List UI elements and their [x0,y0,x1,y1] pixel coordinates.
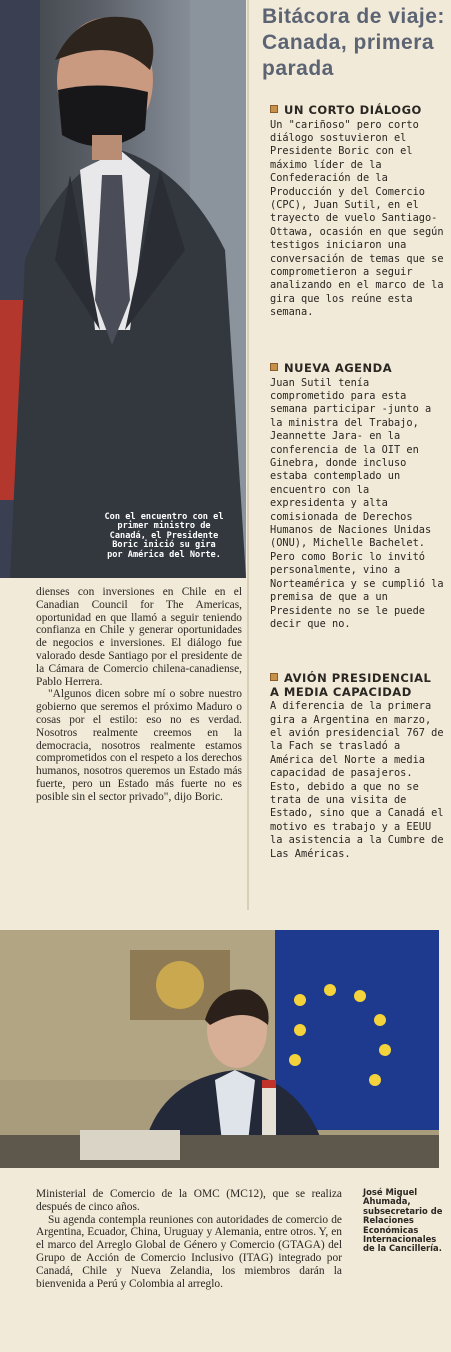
left-column-text [36,586,242,804]
paragraph-quote: "Algunos dicen sobre mí o sobre nuestro gobierno que seremos el próximo Maduro o cosas por el estilo: eso no es verdad. Nosotros realmente creemos en la democracia, nosotros realmente estamos comprometidos con el respeto a los derechos humanos, nosotros queremos un Estado más fuerte, pero un Estado más fuerte no es posible sin el sector privado", dijo Boric. [36,688,242,803]
portrait-illustration [0,0,246,578]
section-heading: NUEVA AGENDA [284,361,393,375]
section-heading: AVIÓN PRESIDENCIAL A MEDIA CAPACIDAD [270,671,432,699]
bullet-square-icon [270,363,278,371]
section-avion-presidencial [270,672,445,861]
paragraph: Ministerial de Comercio de la OMC (MC12), que se realiza después de cinco años. [36,1188,342,1213]
paragraph: Su agenda contempla reuniones con autoridades de comercio de Argentina, Ecuador, China, Uruguay y Alemania, entre otros. Y, en el marco del Arreglo Global de Género y Comercio (GTAGA) del Grupo de Acción de Comercio Inclusivo (ITAG) integrado por Canadá, Chile y Nueva Zelandia, los miembros darán la bienvenida a Perú y Colombia al arreglo. [36,1213,342,1290]
bullet-square-icon [270,105,278,113]
section-heading: UN CORTO DIÁLOGO [284,103,422,117]
photo-undersecretary [0,930,439,1168]
bottom-column-text [36,1188,342,1290]
section-body: Un "cariñoso" pero corto diálogo sostuvieron el Presidente Boric con el máximo líder de la Confederación de la Producción y del Comercio (CPC), Juan Sutil, en el trayecto de vuelo Santiago-Ottawa, ocasión en que según testigos iniciaron una conversación de temas que se comprometieron a seguir analizando en el marco de la gira que los reúne esta semana. [270,118,444,319]
photo-prime-minister [0,0,246,578]
section-nueva-agenda [270,362,445,631]
section-body: Juan Sutil tenía comprometido para esta semana participar -junto a la ministra del Trabajo, Jeannette Jara- en la conferencia de la OIT en Ginebra, donde incluso estaba contemplado un encuentro con la expresidenta y alta comisionada de Derechos Humanos de Naciones Unidas (ONU), Michelle Bachelet. Pero como Boric lo invitó personalmente, vino a Norteamérica y se cumplió la premisa de que a un Presidente no se le puede decir que no. [270,376,444,630]
bullet-square-icon [270,673,278,681]
photo-caption: Con el encuentro con el primer ministro de Canadá, el Presidente Boric inició su gira por América del Norte. [104,511,224,560]
meeting-illustration [0,930,439,1168]
section-body: A diferencia de la primera gira a Argentina en marzo, el avión presidencial 767 de la Fach se trasladó a América del Norte a media capacidad de pasajeros. Esto, debido a que no se trata de una visita de Estado, sino que a Canadá el motivo es trabajo y a EEUU la asistencia a la Cumbre de Las Américas. [270,700,444,860]
paragraph: dienses con inversiones en Chile en el Canadian Council for The Americas, oportunidad en que llamó a seguir teniendo confianza en Chile y generar oportunidades de negocios e inversiones. El diálogo fue valorado desde Santiago por el presidente de la Cámara de Comercio chilena-canadiense, Pablo Herrera. [36,586,242,688]
article-title: Bitácora de viaje: Canada, primera parada [262,5,445,80]
column-divider [247,0,249,910]
section-corto-dialogo [270,104,445,320]
photo-caption-undersecretary: José Miguel Ahumada, subsecretario de Relaciones Económicas Internacionales de la Cancillería. [363,1187,443,1254]
